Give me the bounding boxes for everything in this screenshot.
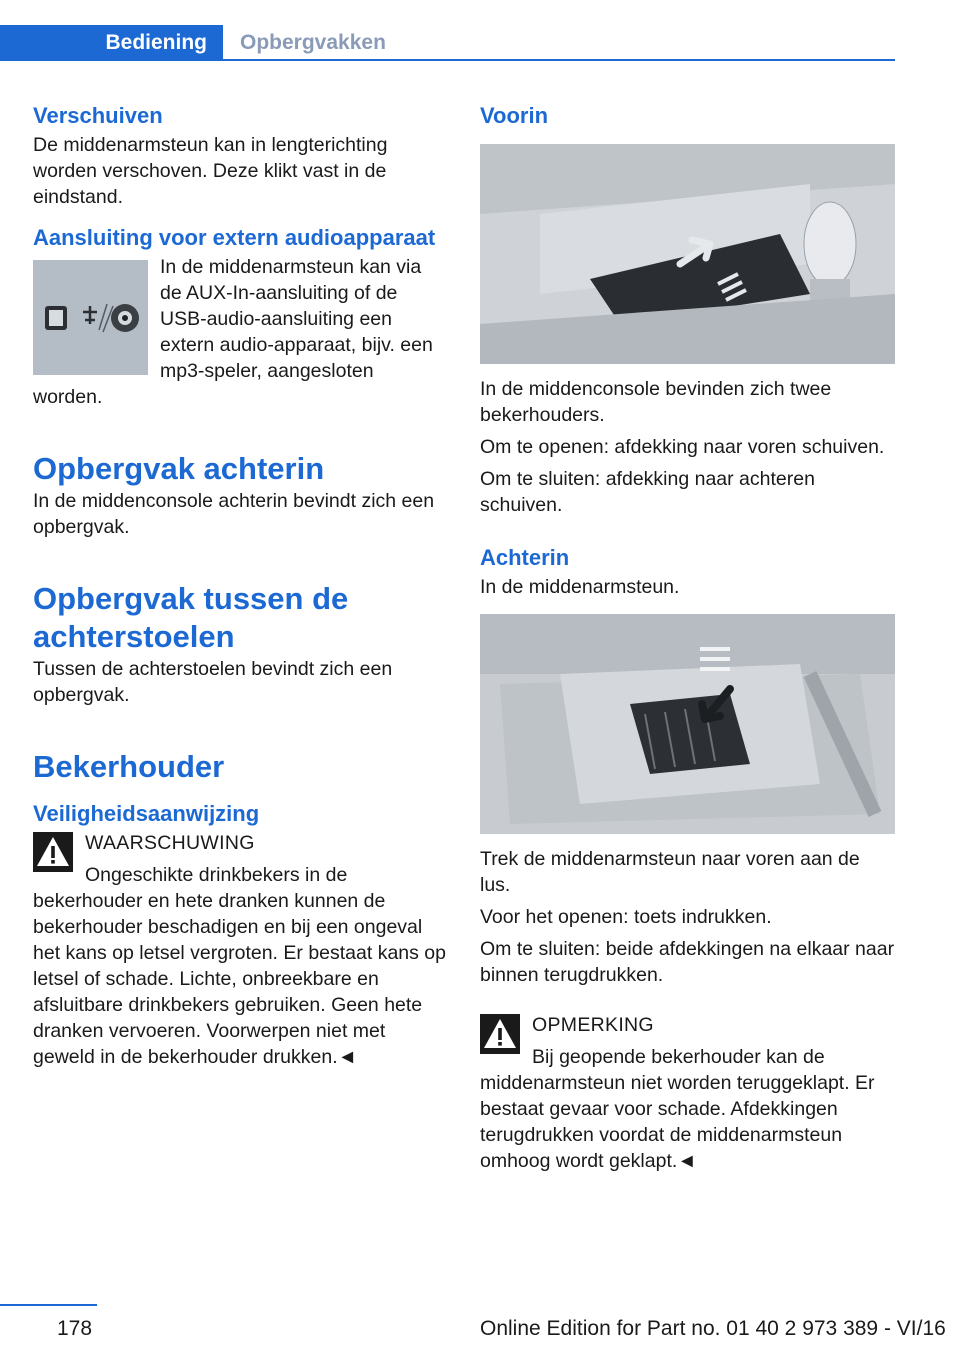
warning-text: Ongeschikte drinkbekers in de bekerhouder en hete dranken kunnen de bekerhouder beschadigen en bij een ongeval het kans op letsel vergroten. Er bestaat kans op letsel of schade. Lichte, onbreekbare en afsluitbare drinkbekers gebruiken. Geen hete dranken vervoeren. Voorwerpen niet met geweld in de bekerhouder drukken.◄	[33, 864, 446, 1068]
left-column	[33, 100, 448, 1070]
achterin-text-4: Om te sluiten: beide afdekkingen na elkaar naar binnen terugdrukken.	[480, 938, 895, 986]
section-title-voorin: Voorin	[480, 103, 549, 128]
audio-block	[33, 254, 448, 410]
note-block	[480, 1012, 895, 1174]
warning-triangle-icon	[480, 1014, 520, 1054]
note-text: Bij geopende bekerhouder kan de middenarmsteun niet worden teruggeklapt. Er bestaat gevaar voor schade. Afdekkingen terugdrukken voordat de middenarmsteun omhoog wordt geklapt.◄	[480, 1046, 875, 1172]
note-heading: OPMERKING	[532, 1014, 654, 1036]
opbergvak-achterin-text: In de middenconsole achterin bevindt zich een opbergvak.	[33, 490, 435, 538]
warning-triangle-icon	[33, 832, 73, 872]
achterin-text-3: Voor het openen: toets indrukken.	[480, 906, 772, 928]
voorin-text-2: Om te openen: afdekking naar voren schuiven.	[480, 436, 885, 458]
section-title-veiligheid: Veiligheidsaanwijzing	[33, 801, 260, 826]
achterin-text-2: Trek de middenarmsteun naar voren aan de lus.	[480, 848, 860, 896]
header-tabbar	[0, 25, 895, 61]
tab-bediening[interactable]: Bediening	[0, 25, 223, 61]
armrest-cupholder-image	[480, 614, 895, 834]
section-title-opbergvak-achterin: Opbergvak achterin	[33, 451, 325, 486]
header-divider	[0, 59, 895, 61]
section-title-bekerhouder: Bekerhouder	[33, 749, 225, 784]
warning-heading: WAARSCHUWING	[85, 832, 255, 854]
verschuiven-text: De middenarmsteun kan in lengterichting worden verschoven. Deze klikt vast in de eindstand.	[33, 134, 388, 208]
voorin-text-3: Om te sluiten: afdekking naar achteren schuiven.	[480, 468, 815, 516]
section-title-verschuiven: Verschuiven	[33, 103, 163, 128]
edition-text: Online Edition for Part no. 01 40 2 973 389 - VI/16	[480, 1317, 946, 1340]
page-number: 178	[57, 1317, 93, 1340]
section-title-achterin: Achterin	[480, 545, 570, 570]
right-column	[480, 100, 895, 1174]
footer-divider	[0, 1304, 97, 1306]
voorin-text-1: In de middenconsole bevinden zich twee bekerhouders.	[480, 378, 832, 426]
usb-aux-jack-icon	[33, 260, 148, 375]
cupholder-front-image	[480, 144, 895, 364]
section-title-opbergvak-tussen: Opbergvak tussen de achterstoelen	[33, 581, 349, 654]
section-title-audio: Aansluiting voor extern audioapparaat	[33, 225, 436, 250]
opbergvak-tussen-text: Tussen de achterstoelen bevindt zich een opbergvak.	[33, 658, 393, 706]
audio-text: In de middenarmsteun kan via de AUX-In-aansluiting of de USB-audio-aansluiting een extern audio-apparaat, bijv. een mp3-speler, aangesloten worden.	[33, 256, 433, 408]
achterin-text-1: In de middenarmsteun.	[480, 576, 680, 598]
warning-block	[33, 830, 448, 1070]
tab-opbergvakken[interactable]: Opbergvakken	[240, 31, 386, 54]
